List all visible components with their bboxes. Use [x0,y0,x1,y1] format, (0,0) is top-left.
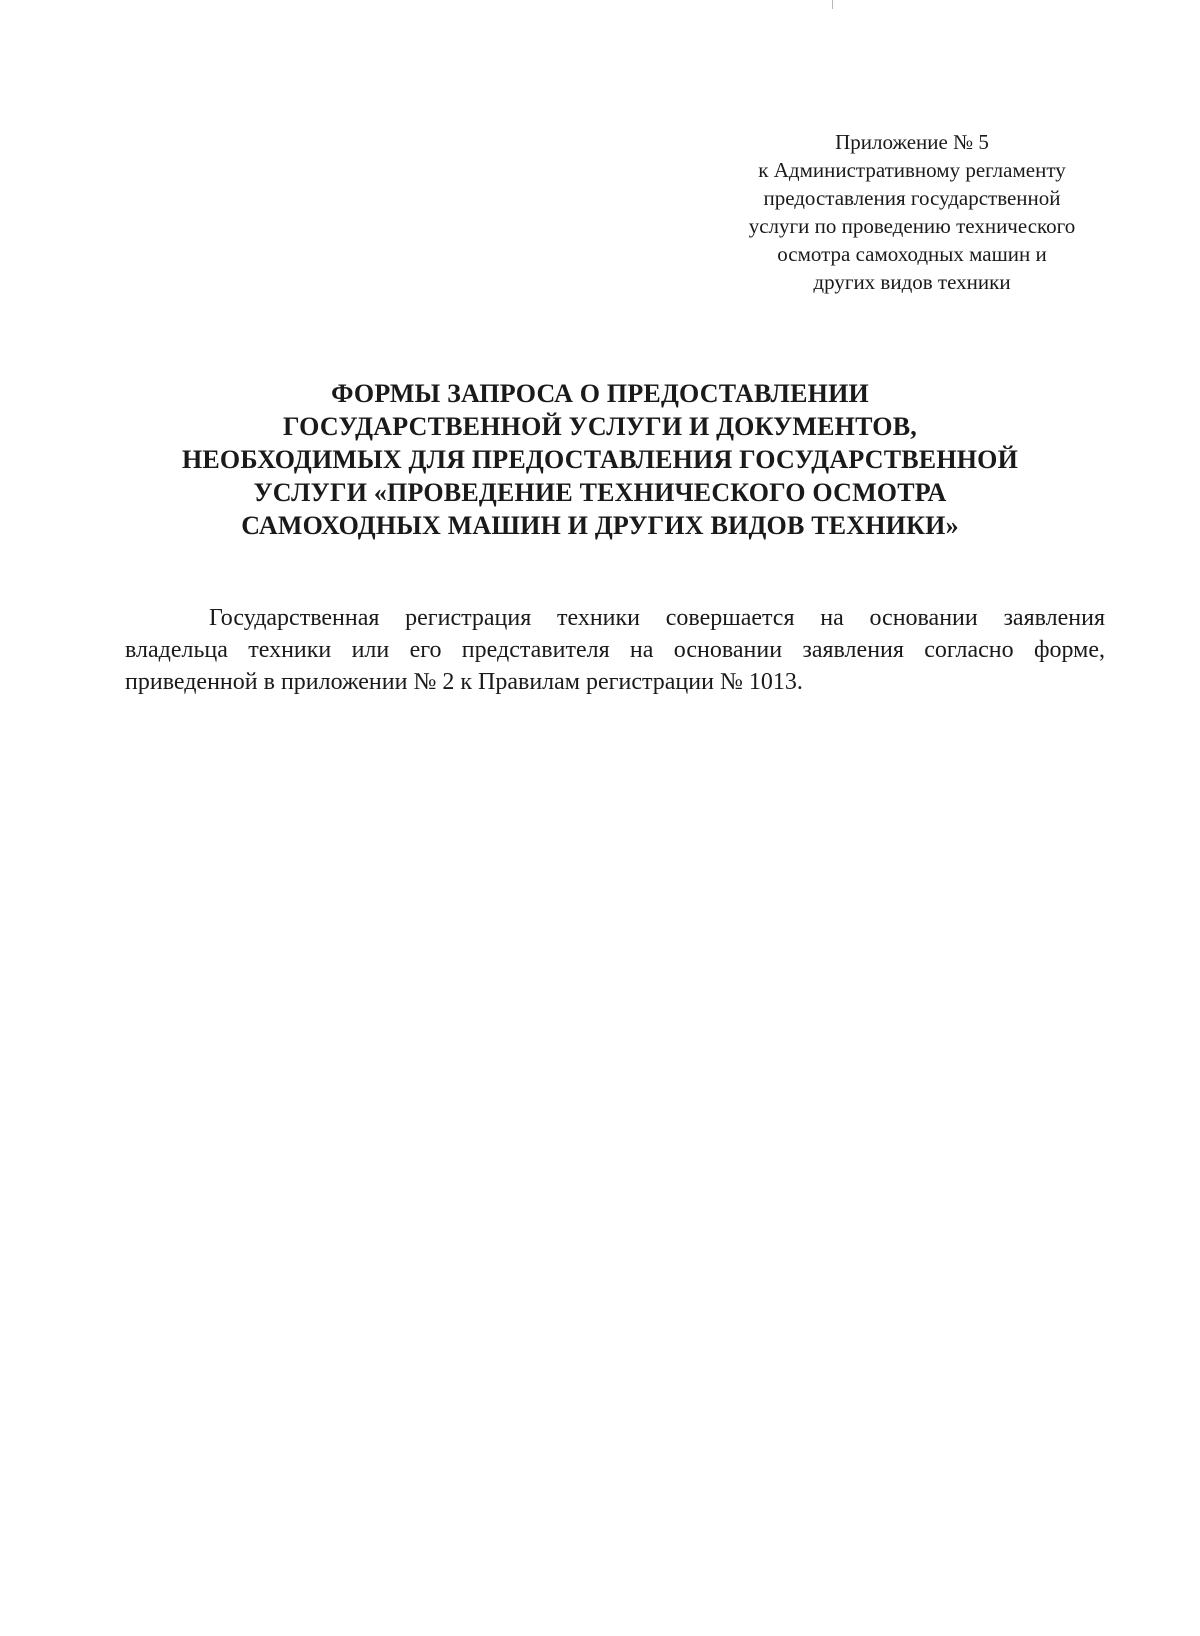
title-line: НЕОБХОДИМЫХ ДЛЯ ПРЕДОСТАВЛЕНИЯ ГОСУДАРСТВЕННОЙ [181,445,1019,474]
title-line: ГОСУДАРСТВЕННОЙ УСЛУГИ И ДОКУМЕНТОВ, [283,412,917,441]
title-line: САМОХОДНЫХ МАШИН И ДРУГИХ ВИДОВ ТЕХНИКИ» [241,511,959,540]
paragraph-line: владельца техники или его представителя на основании заявления согласно форме, [125,637,1105,663]
appendix-header [712,128,1112,296]
body-paragraph [125,602,1105,698]
appendix-line: Приложение № 5 [835,130,989,154]
paragraph-line: приведенной в приложении № 2 к Правилам регистрации № 1013. [125,669,803,695]
paragraph-line: Государственная регистрация техники совершается на основании заявления [209,605,1105,631]
scan-artifact-line [832,0,833,9]
appendix-line: услуги по проведению технического [748,214,1076,238]
appendix-line: других видов техники [813,270,1011,294]
title-line: ФОРМЫ ЗАПРОСА О ПРЕДОСТАВЛЕНИИ [331,379,869,408]
document-title [100,377,1100,542]
appendix-line: к Административному регламенту [758,158,1066,182]
title-line: УСЛУГИ «ПРОВЕДЕНИЕ ТЕХНИЧЕСКОГО ОСМОТРА [253,478,947,507]
appendix-line: осмотра самоходных машин и [777,242,1047,266]
appendix-line: предоставления государственной [763,186,1061,210]
